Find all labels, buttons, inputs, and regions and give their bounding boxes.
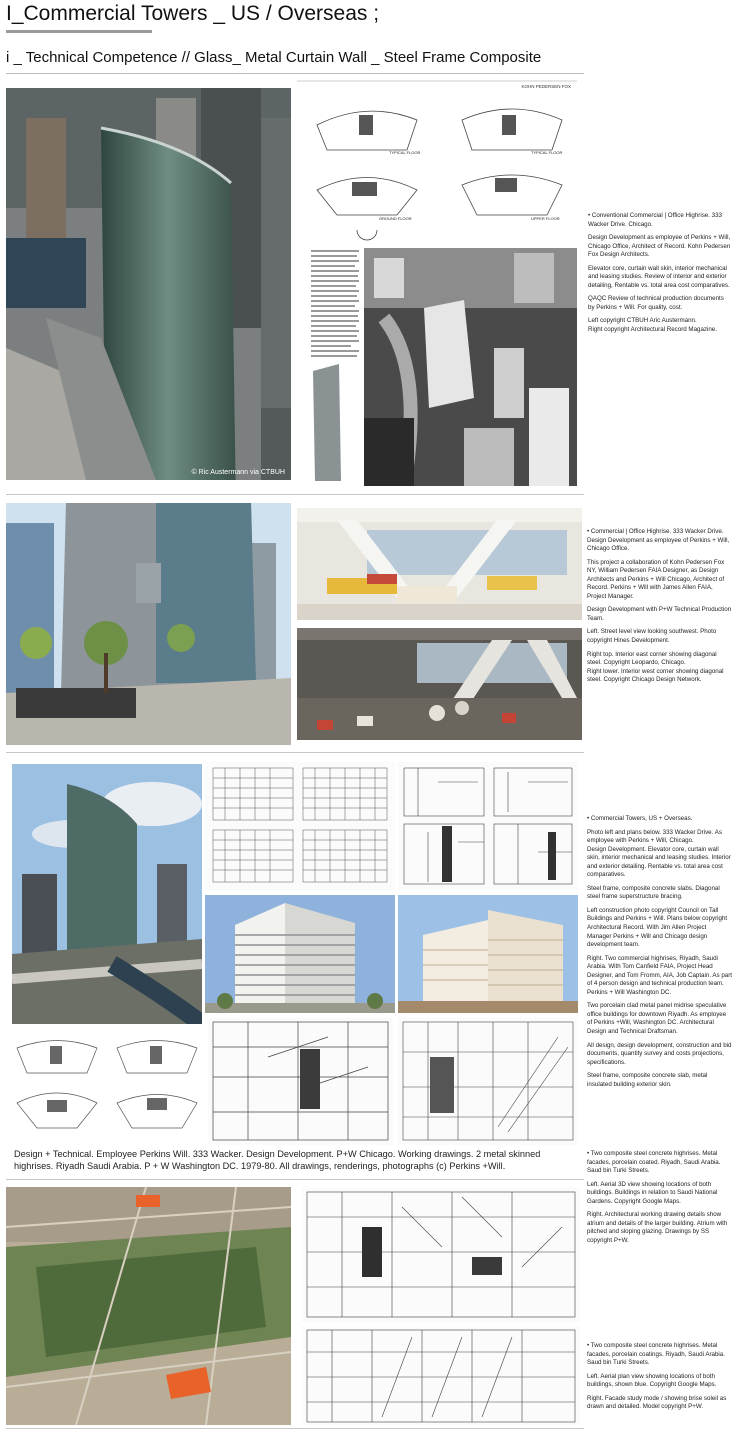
section4-description-bottom	[587, 1342, 732, 1417]
magazine-text-column	[309, 246, 361, 486]
text-paragraph: • Commercial | Office Highrise. 333 Wacker Drive. Design Development as employee of Perkins + Will, Chicago Office.	[587, 528, 730, 553]
section3-description	[587, 815, 732, 1094]
floor-plans-drawing	[297, 80, 577, 242]
text-paragraph: Right. Two commercial highrises, Riyadh, Saudi Arabia. With Tom Canfield FAIA, Project Head Designer, and Tom Fromm, AIA, Job Captain. As part of 4 person design and technical production team. Perkins + Will Washington DC.	[587, 954, 733, 996]
floor-plans-small	[12, 1028, 202, 1143]
atrium-working-drawings	[302, 1187, 580, 1322]
facade-study-drawing	[302, 1327, 580, 1425]
text-paragraph: Right top. Interior east corner showing diagonal steel. Copyright Leopardo, Chicago. Right lower. Interior west corner showing diagonal steel. Copyright Chicago Design Network.	[587, 650, 724, 684]
text-paragraph: QAQC Review of technical production documents by Perkins + Will. For quality, cost.	[588, 295, 724, 311]
section1-description	[588, 212, 732, 340]
text-paragraph: This project a collaboration of Kohn Pedersen Fox NY, William Pedersen FAIA Designer, as Design Architects and Perkins + Will Chicago, Architect of Record. Perkins + Will with James Allen FAIA, Project Manager.	[587, 558, 725, 600]
section3-caption: Design + Technical. Employee Perkins Will. 333 Wacker. Design Development. P+W Chicago. Working drawings. 2 metal skinned highrises. Riyadh Saudi Arabia. P + W Washington DC. 1979-80. All drawings, renderings, photographs (c) Perkins +Will.	[14, 1149, 541, 1172]
text-paragraph: Photo left and plans below. 333 Wacker Drive. As employee with Perkins + Will, Chicago. Design Development. Elevator core, curtain wall skin, interior mechanical and leasing studies. Interior and exterior detailing. Rentable vs. total area cost comparatives.	[587, 828, 731, 879]
plan-label: UPPER FLOOR	[531, 216, 560, 221]
plan-label: GROUND FLOOR	[379, 216, 412, 221]
page-subtitle: i _ Technical Competence // Glass_ Metal Curtain Wall _ Steel Frame Composite	[6, 49, 542, 66]
subtitle-divider	[6, 73, 584, 74]
text-paragraph: Design Development with P+W Technical Production Team.	[587, 606, 732, 622]
text-paragraph: Left. Aerial plan view showing locations of both buildings, shown blue. Copyright Google Maps.	[587, 1372, 717, 1389]
text-paragraph: Right. Facade study mode / showing brise soleil as drawn and detailed. Model copyright P+W.	[587, 1394, 727, 1411]
wall-section-drawing	[208, 1017, 393, 1145]
construction-photo	[12, 764, 202, 1024]
title-underline	[6, 30, 152, 33]
interior-east-photo	[297, 508, 582, 620]
page-title: I_Commercial Towers _ US / Overseas ;	[6, 2, 380, 25]
aerial-bw-photo	[364, 248, 577, 486]
text-paragraph: Left. Aerial 3D view showing locations of both buildings. Buildings in relation to Saudi National Gardens. Copyright Google Maps.	[587, 1180, 718, 1205]
plan-header: KOHN PEDERSEN FOX	[521, 84, 571, 89]
plan-label: TYPICAL FLOOR	[389, 150, 421, 155]
tower-aerial-photo	[6, 88, 291, 480]
text-paragraph: Left. Street level view looking southwest. Photo copyright Hines Development.	[587, 628, 717, 645]
elevation-drawing	[205, 762, 395, 890]
text-paragraph: Steel frame, composite concrete slab, metal insulated building exterior skin.	[587, 1072, 708, 1088]
street-level-photo	[6, 503, 291, 745]
text-paragraph: • Commercial Towers, US + Overseas.	[587, 815, 693, 822]
text-paragraph: Left construction photo copyright Council on Tall Buildings and Perkins + Will. Plans below copyright Architectural Record. With Jim Allen Project Manager Perkins + Will and Chicago design development team.	[587, 906, 728, 949]
interior-west-photo	[297, 628, 582, 740]
plan-label: TYPICAL FLOOR	[531, 150, 563, 155]
section-divider	[6, 1179, 584, 1180]
text-paragraph: Elevator core, curtain wall skin, interior mechanical and leasing studies. Review of interior and exterior detailing, Rentable vs. total area cost comparatives.	[588, 264, 730, 289]
stair-section-drawing	[398, 1017, 578, 1145]
text-paragraph: Design Development as employee of Perkins + Will, Chicago Office, Architect of Record. Kohn Pedersen Fox Design Architects.	[588, 234, 731, 259]
detail-drawing	[398, 762, 578, 890]
text-paragraph: Steel frame, composite concrete slabs. Diagonal steel frame superstructure bracing.	[587, 884, 720, 901]
highrise-rendering-1	[205, 895, 395, 1013]
text-paragraph: • Conventional Commercial | Office Highrise. 333 Wacker Drive. Chicago.	[588, 212, 722, 228]
text-paragraph: • Two composite steel concrete highrises. Metal facades, porcelain coatings. Riyadh, Saudi Arabia. Saud bin Turki Streets.	[587, 1342, 725, 1367]
text-paragraph: Left copyright CTBUH Aric Austermann. Right copyright Architectural Record Magazine.	[588, 317, 717, 334]
section4-description-top	[587, 1150, 732, 1250]
aerial-3d-map	[6, 1187, 291, 1425]
section-divider	[6, 494, 584, 495]
text-paragraph: Two porcelain clad metal panel midrise speculative office buildings for downtown Riyadh. As employee of Perkins +Will, Washington DC. Architectural Design and Technical Draftsman.	[587, 1002, 727, 1036]
section-divider	[6, 752, 584, 753]
section2-description	[587, 528, 732, 690]
photo-credit: © Ric Austermann via CTBUH	[191, 469, 285, 476]
text-paragraph: • Two composite steel concrete highrises. Metal facades, porcelain coated. Riyadh, Saudi Arabia. Saud bin Turki Streets.	[587, 1150, 721, 1175]
section-divider	[6, 1428, 584, 1429]
text-paragraph: Right. Architectural working drawing details show atrium and details of the larger building. Atrium with pitched and sloping glazing. Drawings by SS copyright P+W.	[587, 1211, 728, 1244]
text-paragraph: All design, design development, construction and bid documents, quantity survey and costs projections, specifications.	[587, 1041, 732, 1066]
highrise-rendering-2	[398, 895, 578, 1013]
